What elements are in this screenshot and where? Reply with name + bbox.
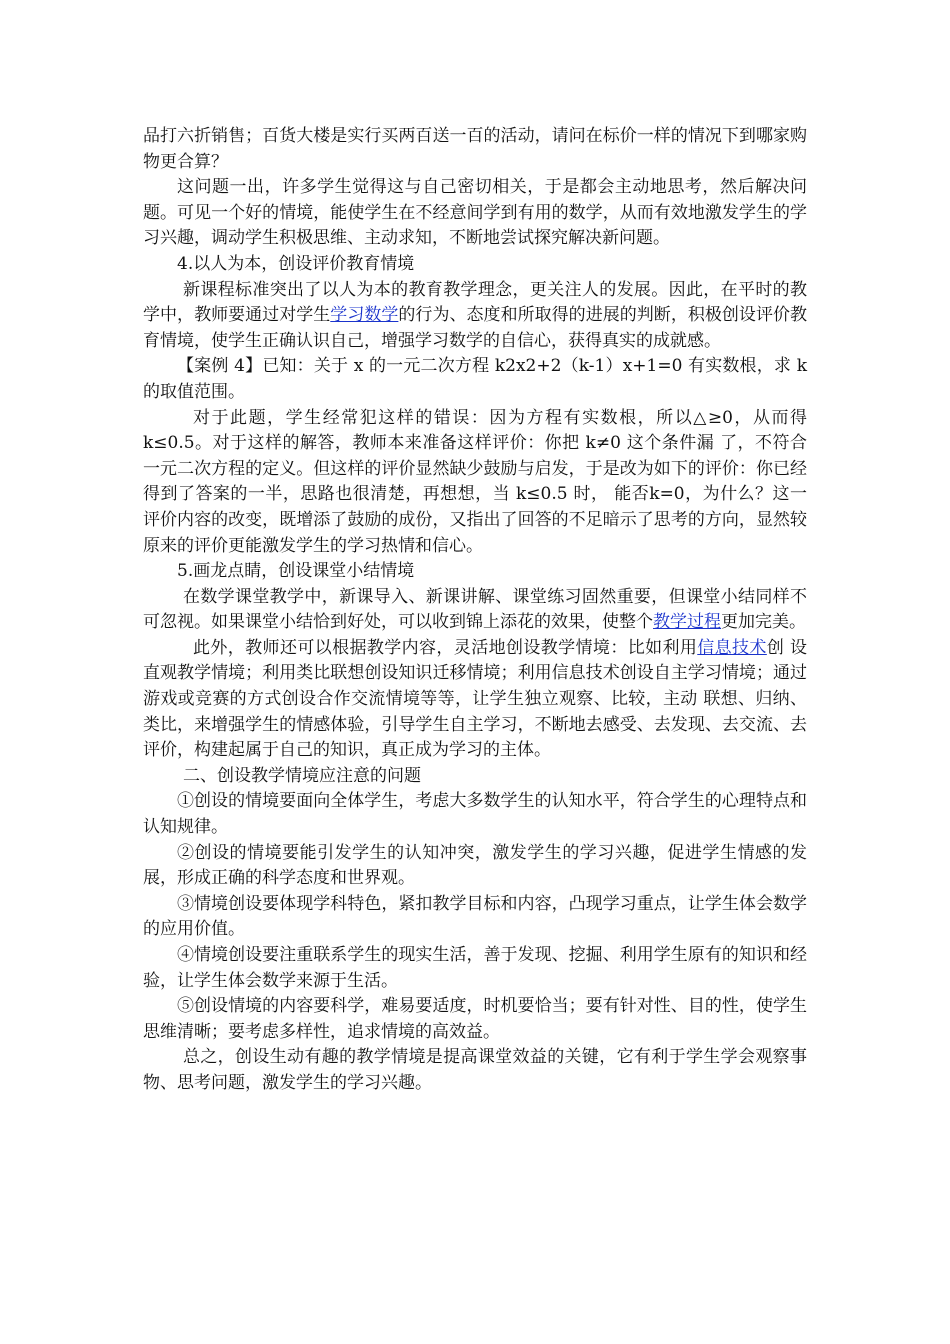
paragraph-text: 此外，教师还可以根据教学内容，灵活地创设教学情境：比如利用: [193, 637, 698, 658]
numbered-item-3: ③情境创设要体现学科特色，紧扣教学目标和内容，凸现学习重点，让学生体会数学的应用价值。: [143, 893, 807, 940]
section-heading-2: 二、创设教学情境应注意的问题: [183, 765, 421, 786]
paragraph-text: 的行为、态度和所取得的进展的判断，积极创设评价教育情境，使学生正确认识自己，增强学习数学的自信心，获得真实的成就感。: [143, 305, 808, 351]
paragraph-shopping-question: 品打六折销售；百货大楼是实行买两百送一百的活动，请问在标价一样的情况下到哪家购物更合算？: [143, 126, 807, 172]
paragraph-case-analysis: 对于此题，学生经常犯这样的错误：因为方程有实数根，所以△≥0，从而得k≤0.5。对于这样的解答，教师本来准备这样评价：你把 k≠0 这个条件漏 了，不符合一元二次方程的定义。但这样的评价显然缺少鼓励与启发，于是改为如下的评价：你已经得到了答案的一半，思路也很清楚，再想想，当 k≤0.5 时， 能否k=0，为什么？这一评价内容的改变，既增添了鼓励的成份，又指出了回答的不足暗示了思考的方向，显然较原来的评价更能激发学生的学习热情和信心。: [143, 407, 807, 556]
paragraph-text: 更加完美。: [721, 612, 806, 633]
link-information-technology[interactable]: 信息技术: [697, 637, 767, 658]
case-4: 【案例 4】已知：关于 x 的一元二次方程 k2x2+2（k-1）x+1=0 有实数根，求 k 的取值范围。: [143, 356, 807, 402]
link-learn-math[interactable]: 学习数学: [330, 305, 399, 326]
paragraph-text: 新课程标准突出了以人为本的教育教学理念，更关注人的发展。因此，在平时的教学中，教师要通过对学生: [143, 279, 807, 326]
section-heading-5: 5.画龙点睛，创设课堂小结情境: [177, 561, 415, 582]
numbered-item-4: ④情境创设要注重联系学生的现实生活，善于发现、挖掘、利用学生原有的知识和经验，让学生体会数学来源于生活。: [143, 945, 807, 991]
paragraph-other-methods: [143, 636, 807, 764]
paragraph-text: 在数学课堂教学中，新课导入、新课讲解、课堂练习固然重要，但课堂小结同样不可忽视。如果课堂小结恰到好处，可以收到锦上添花的效果，使整个: [143, 586, 807, 633]
numbered-item-2: ②创设的情境要能引发学生的认知冲突，激发学生的学习兴趣，促进学生情感的发展，形成正确的科学态度和世界观。: [143, 842, 807, 889]
paragraph-summary: [143, 585, 807, 636]
link-teaching-process[interactable]: 教学过程: [653, 612, 721, 633]
section-heading-4: 4.以人为本，创设评价教育情境: [177, 253, 415, 274]
paragraph-conclusion: 总之，创设生动有趣的教学情境是提高课堂效益的关键，它有利于学生学会观察事物、思考问题，激发学生的学习兴趣。: [143, 1047, 807, 1093]
paragraph-evaluation: [143, 278, 807, 355]
paragraph-situation-effect: 这问题一出，许多学生觉得这与自己密切相关，于是都会主动地思考，然后解决问题。可见一个好的情境，能使学生在不经意间学到有用的数学，从而有效地激发学生的学习兴趣，调动学生积极思维、主动求知，不断地尝试探究解决新问题。: [143, 177, 807, 249]
numbered-item-1: ①创设的情境要面向全体学生，考虑大多数学生的认知水平，符合学生的心理特点和认知规律。: [143, 791, 807, 838]
numbered-item-5: ⑤创设情境的内容要科学，难易要适度，时机要恰当；要有针对性、目的性，使学生思维清晰；要考虑多样性，追求情境的高效益。: [143, 996, 807, 1042]
paragraph-text: 创 设直观教学情境；利用类比联想创设知识迁移情境；利用信息技术创设自主学习情境；通过游戏或竞赛的方式创设合作交流情境等等，让学生独立观察、比较，主动 联想、归纳、类比，来增强学生的情感体验，引导学生自主学习，不断地去感受、去发现、去交流、去评价，构建起属于自己的知识，真正成为学习的主体。: [143, 637, 808, 761]
document-body: [143, 124, 807, 1097]
